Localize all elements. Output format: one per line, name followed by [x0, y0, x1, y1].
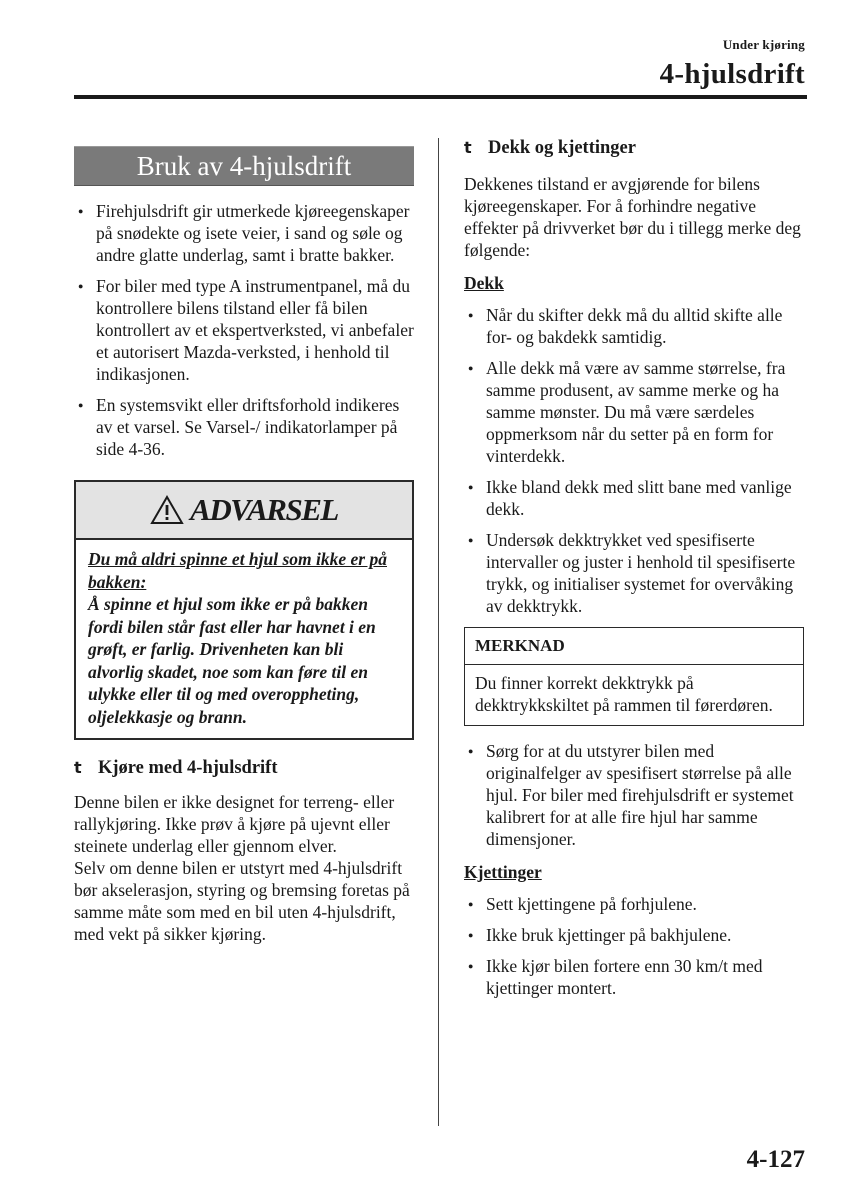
warning-header: [76, 482, 412, 540]
subsection-marker: t: [464, 138, 472, 157]
left-column: [74, 146, 414, 945]
paragraph: Denne bilen er ikke designet for terreng- eller rallykjøring. Ikke prøv å kjøre på ujevnt eller steinete underlag eller gjennom elver.: [74, 792, 395, 856]
list-item: ● Ikke kjør bilen fortere enn 30 km/t med kjettinger montert.: [464, 955, 804, 999]
list-item: ● Firehjulsdrift gir utmerkede kjøreegenskaper på snødekte og isete veier, i sand og søle og andre glatte underlag, samt i bratte bakker.: [74, 200, 414, 266]
tires-bullet-list: [464, 304, 804, 617]
chains-label: Kjettinger: [464, 862, 542, 882]
header-rule: [74, 95, 807, 99]
page-title: 4-hjulsdrift: [659, 58, 805, 90]
paragraph: Dekkenes tilstand er avgjørende for bilens kjøreegenskaper. For å forhindre negative effekter på drivverket bør du i tillegg merke deg følgende:: [464, 174, 801, 260]
list-item: ● En systemsvikt eller driftsforhold indikeres av et varsel. Se Varsel-/ indikatorlamper på side 4-36.: [74, 394, 414, 460]
warning-triangle-icon: [150, 495, 184, 525]
warning-body: [76, 540, 412, 738]
chains-bullet-list: [464, 893, 804, 999]
running-header-section: Under kjøring: [722, 37, 805, 52]
page-number: 4-127: [746, 1146, 805, 1173]
list-item: ● Når du skifter dekk må du alltid skifte alle for- og bakdekk samtidig.: [464, 304, 804, 348]
paragraph: Selv om denne bilen er utstyrt med 4-hjulsdrift bør akselerasjon, styring og bremsing foretas på samme måte som med en bil uten 4-hjulsdrift, med vekt på sikker kjøring.: [74, 858, 410, 944]
subsection-title: Dekk og kjettinger: [488, 138, 636, 158]
tires-bullet-list-2: [464, 740, 804, 850]
warning-text: Å spinne et hjul som ikke er på bakken fordi bilen står fast eller har havnet i en grøft, er farlig. Drivenheten kan bli alvorlig skadet, noe som kan føre til en ulykke eller til og med overoppheting, oljelekkasje og brann.: [88, 594, 376, 727]
list-item: ● Undersøk dekktrykket ved spesifiserte intervaller og juster i henhold til spesifiserte trykk, og initialiser systemet for overvåking av dekktrykk.: [464, 529, 804, 617]
warning-lead: Du må aldri spinne et hjul som ikke er på bakken:: [88, 549, 387, 592]
subsection-heading-tires: [464, 138, 804, 159]
list-item: ● Alle dekk må være av samme størrelse, fra samme produsent, av samme merke og ha samme mønster. Du må være særdeles oppmerksom når du setter på en form for vinterdekk.: [464, 357, 804, 467]
section-banner: Bruk av 4-hjulsdrift: [74, 146, 414, 186]
warning-title: ADVARSEL: [190, 492, 338, 527]
subsection-heading-4wd: [74, 758, 414, 779]
column-divider: [438, 138, 439, 1126]
right-column: [464, 138, 804, 1008]
tires-label: Dekk: [464, 273, 504, 293]
list-item: ● Ikke bruk kjettinger på bakhjulene.: [464, 924, 804, 946]
list-item: ● Ikke bland dekk med slitt bane med vanlige dekk.: [464, 476, 804, 520]
list-item: ● Sørg for at du utstyrer bilen med originalfelger av spesifisert størrelse på alle hjul. For biler med firehjulsdrift er systemet kalibrert for at alle fire hjul har samme dimensjoner.: [464, 740, 804, 850]
note-box: [464, 627, 804, 726]
intro-bullet-list: [74, 200, 414, 460]
note-body: Du finner korrekt dekktrykk på dekktrykkskiltet på rammen til førerdøren.: [475, 673, 773, 715]
list-item: ● Sett kjettingene på forhjulene.: [464, 893, 804, 915]
subsection-marker: t: [74, 758, 82, 777]
subsection-title: Kjøre med 4-hjulsdrift: [98, 758, 278, 778]
list-item: ● For biler med type A instrumentpanel, må du kontrollere bilens tilstand eller få bilen kontrollert av et ekspertverksted, vi anbefaler et autorisert Mazda-verksted, i henhold til indikasjonen.: [74, 275, 414, 385]
note-title: MERKNAD: [465, 628, 803, 665]
warning-box: [74, 480, 414, 740]
